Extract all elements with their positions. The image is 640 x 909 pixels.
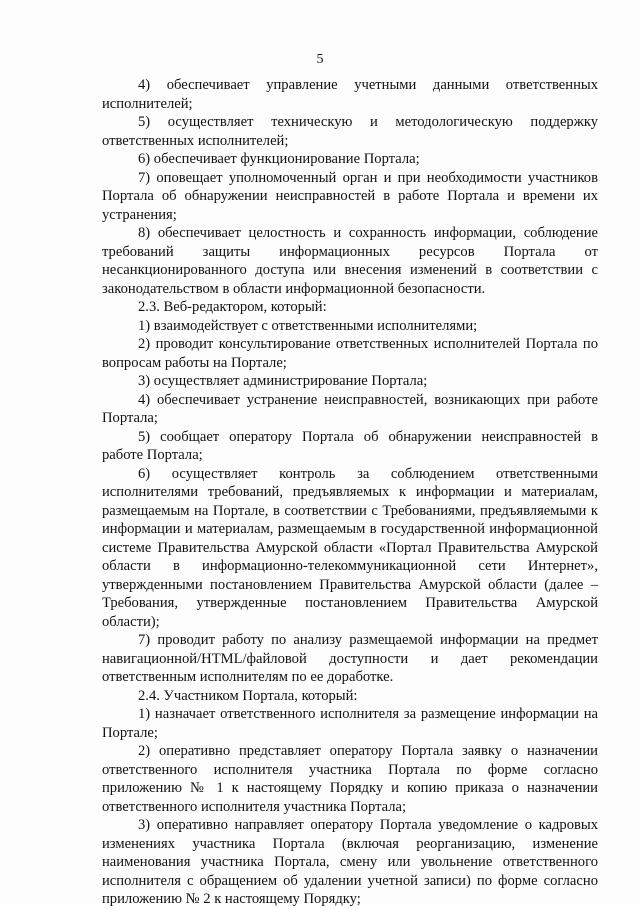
paragraph: 4) обеспечивает управление учетными данными ответственных исполнителей; xyxy=(102,77,598,112)
section-heading: 2.3. Веб-редактором, который: xyxy=(138,299,327,315)
page-number: 5 xyxy=(316,52,324,67)
section-heading: 2.4. Участником Портала, который: xyxy=(138,687,358,704)
paragraph: 3) оперативно направляет оператору Портала уведомление о кадровых изменениях участника Портала (включая реорганизацию, изменение наименования участника Портала, смену или увольнение ответственного исполнителя с обращением об удалении учетной записи) по форме согласно приложению № 2 к настоящему Порядку; xyxy=(102,817,598,907)
paragraph: 2) проводит консультирование ответственных исполнителей Портала по вопросам работы на Портале; xyxy=(102,336,598,371)
paragraph: 1) назначает ответственного исполнителя за размещение информации на Портале; xyxy=(102,706,598,741)
document-body xyxy=(102,76,598,909)
paragraph: 5) сообщает оператору Портала об обнаружении неисправностей в работе Портала; xyxy=(102,428,598,463)
paragraph: 7) оповещает уполномоченный орган и при необходимости участников Портала об обнаружении неисправностей в работе Портала и времени их устранения; xyxy=(102,169,598,223)
paragraph: 7) проводит работу по анализу размещаемой информации на предмет навигационной/HTML/файловой доступности и дает рекомендации ответственным исполнителям по ее доработке. xyxy=(102,632,598,685)
paragraph: 6) обеспечивает функционирование Портала; xyxy=(138,151,420,167)
paragraph: 5) осуществляет техническую и методологическую поддержку ответственных исполнителей; xyxy=(102,114,598,149)
paragraph: 8) обеспечивает целостность и сохранность информации, соблюдение требований защиты информационных ресурсов Портала от несанкционированного доступа или внесения изменений в соответствии с законодательством в области информационной безопасности. xyxy=(102,225,598,297)
paragraph: 2) оперативно представляет оператору Портала заявку о назначении ответственного исполнителя участника Портала по форме согласно приложению № 1 к настоящему Порядку и копию приказа о назначении ответственного исполнителя участника Портала; xyxy=(102,743,598,815)
paragraph: 4) обеспечивает устранение неисправностей, возникающих при работе Портала; xyxy=(102,391,598,426)
paragraph: 1) взаимодействует с ответственными исполнителями; xyxy=(138,317,478,334)
paragraph: 3) осуществляет администрирование Портала; xyxy=(138,373,428,389)
paragraph: 6) осуществляет контроль за соблюдением ответственными исполнителями требований, предъявляемых к информации и материалам, размещаемым на Портале, в соответствии с Требованиями, предъявляемыми к информации и материалам, размещаемым в государственной информационной системе Правительства Амурской области «Портал Правительства Амурской области в информационно-телекоммуникационной сети Интернет», утвержденными постановлением Правительства Амурской области (далее – Требования, утвержденные постановлением Правительства Амурской области); xyxy=(102,465,598,630)
